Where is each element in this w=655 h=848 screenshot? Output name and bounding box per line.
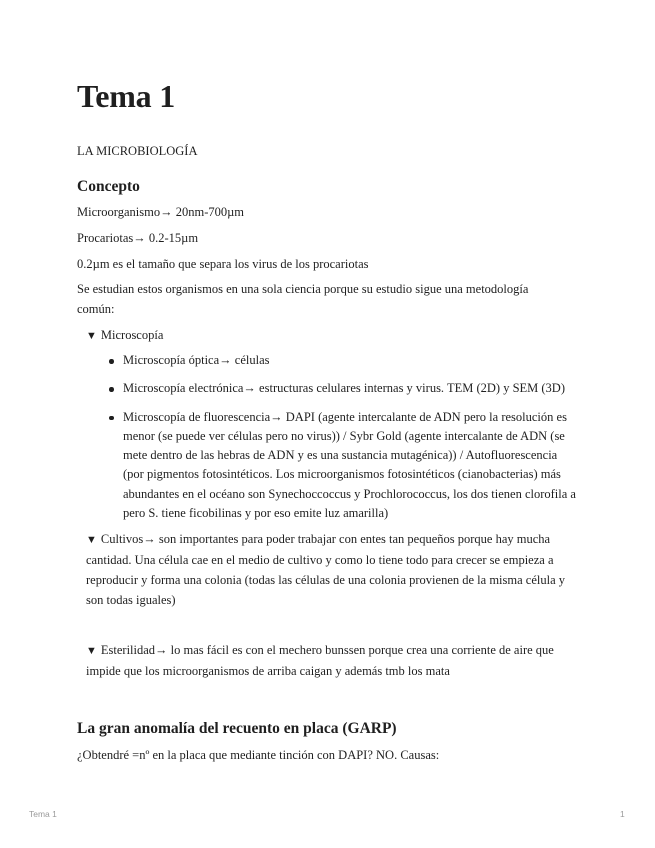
section-heading-garp: La gran anomalía del recuento en placa (GARP) bbox=[77, 720, 397, 737]
page-subtitle: LA MICROBIOLOGÍA bbox=[77, 144, 198, 158]
section-heading-concepto: Concepto bbox=[77, 178, 140, 195]
footer-page-number: 1 bbox=[620, 809, 625, 819]
footer-title: Tema 1 bbox=[29, 809, 57, 819]
triangle-down-icon[interactable]: ▼ bbox=[86, 534, 97, 546]
paragraph-tamano: 0.2µm es el tamaño que separa los virus de los procariotas bbox=[77, 257, 369, 271]
triangle-down-icon[interactable]: ▼ bbox=[86, 645, 97, 657]
toggle-microscopia[interactable] bbox=[86, 325, 163, 346]
toggle-cultivos[interactable] bbox=[86, 529, 576, 610]
toggle-esterilidad-text: Esterilidad→ lo mas fácil es con el mechero bunssen porque crea una corriente de aire que impide que los microorganismos de arriba caigan y además tmb los mata bbox=[86, 643, 554, 678]
list-item: Microscopía de fluorescencia→ DAPI (agente intercalante de ADN pero la resolución es menor (se puede ver células pero no virus)) / Sybr Gold (agente intercalante de ADN (se mete dentro de las hebras de ADN y es una sustancia mutagénica)) / Autofluorescencia (por pigmentos fotosintéticos. Los microorganismos fotosintéticos (cianobacterias) más abundantes en el océano son Synechoccoccus y Prochlorococcus, los dos tienen clorofila a pero S. tiene ficobilinas y por eso emite luz amarilla) bbox=[97, 408, 577, 524]
triangle-down-icon[interactable]: ▼ bbox=[86, 330, 97, 342]
list-item: Microscopía electrónica→ estructuras celulares internas y virus. TEM (2D) y SEM (3D) bbox=[97, 379, 577, 398]
paragraph-procariotas: Procariotas→ 0.2-15µm bbox=[77, 231, 199, 245]
toggle-microscopia-label: Microscopía bbox=[100, 328, 164, 342]
toggle-esterilidad[interactable] bbox=[86, 640, 576, 681]
paragraph-microorganismo: Microorganismo→ 20nm-700µm bbox=[77, 205, 245, 219]
list-item: Microscopía óptica→ células bbox=[97, 351, 577, 370]
page-title: Tema 1 bbox=[77, 78, 176, 114]
paragraph-metodologia: Se estudian estos organismos en una sola ciencia porque su estudio sigue una metodología común: bbox=[77, 282, 529, 316]
toggle-cultivos-text: Cultivos→ son importantes para poder trabajar con entes tan pequeños porque hay mucha cantidad. Una célula cae en el medio de cultivo y como lo tiene todo para crecer se empieza a reproducir y forma una colonia (todas las células de una colonia provienen de la misma célula y son todas iguales) bbox=[86, 532, 565, 607]
microscopia-list bbox=[97, 351, 577, 532]
paragraph-garp: ¿Obtendré =nº en la placa que mediante tinción con DAPI? NO. Causas: bbox=[77, 748, 440, 762]
